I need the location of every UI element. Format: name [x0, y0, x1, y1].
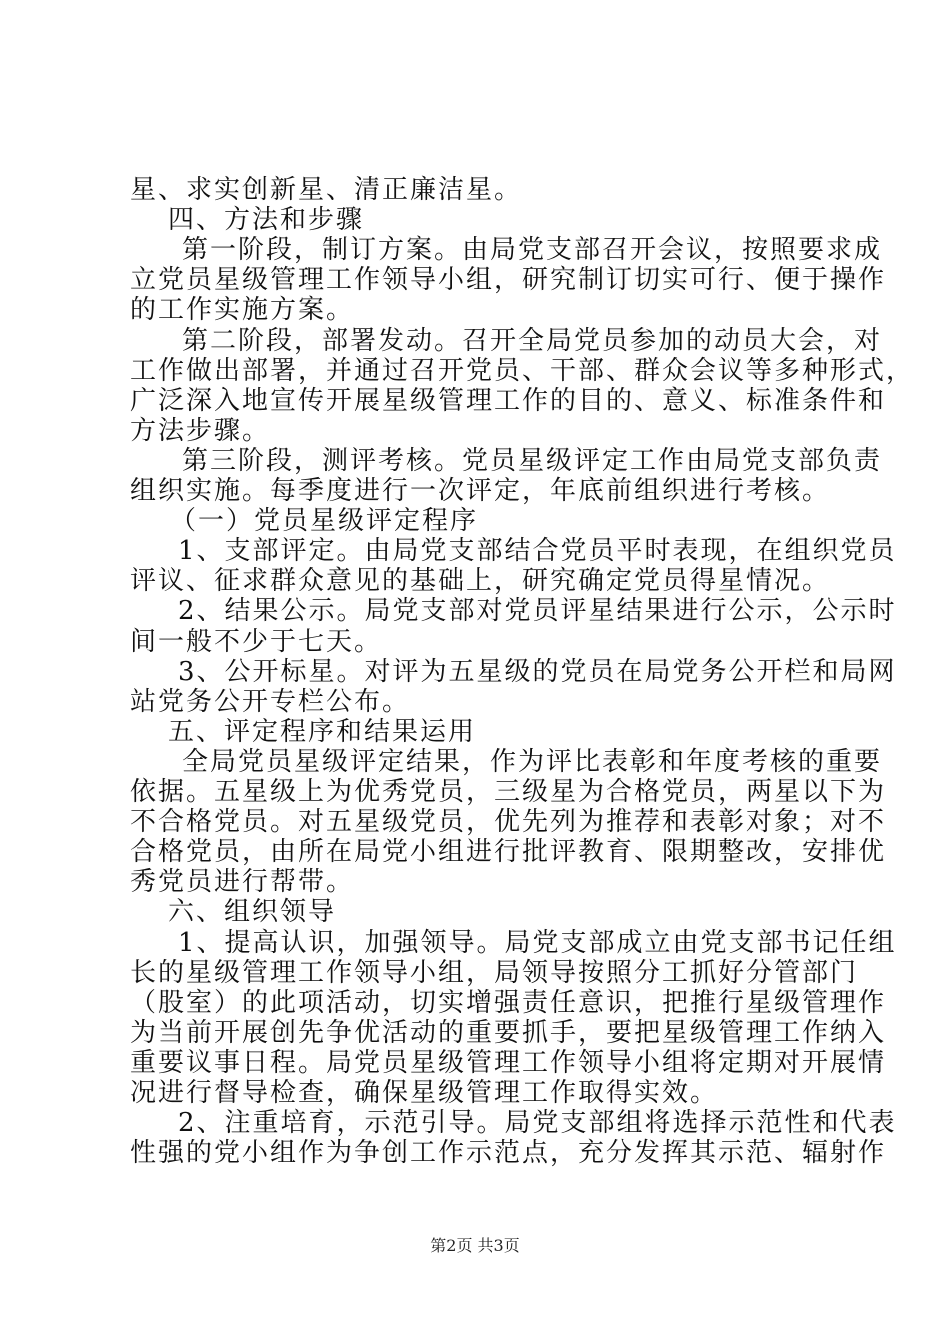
text-line: 不合格党员。对五星级党员，优先列为推荐和表彰对象；对不: [130, 807, 887, 838]
text-line: 2、注重培育，示范引导。局党支部组将选择示范性和代表: [178, 1108, 897, 1139]
text-line: 3、公开标星。对评为五星级的党员在局党务公开栏和局网: [178, 656, 897, 687]
text-line: 重要议事日程。局党员星级管理工作领导小组将定期对开展情: [130, 1047, 887, 1078]
text-line: 依据。五星级上为优秀党员，三级星为合格党员，两星以下为: [130, 777, 887, 807]
text-line: 间一般不少于七天。: [130, 626, 383, 657]
text-line: 工作做出部署，并通过召开党员、干部、群众会议等多种形式，: [130, 355, 915, 386]
text-line: 1、支部评定。由局党支部结合党员平时表现，在组织党员: [178, 536, 897, 567]
section-heading: 六、组织领导: [168, 897, 337, 928]
text-line: 的工作实施方案。: [130, 295, 355, 326]
text-line: 星、求实创新星、清正廉洁星。: [130, 175, 523, 205]
section-heading: 五、评定程序和结果运用: [168, 716, 477, 747]
text-line: 立党员星级管理工作领导小组，研究制订切实可行、便于操作: [130, 265, 887, 296]
text-line: 第二阶段，部署发动。召开全局党员参加的动员大会，对: [182, 325, 883, 356]
subsection-heading: （一）党员星级评定程序: [170, 506, 479, 537]
text-line: 站党务公开专栏公布。: [130, 686, 411, 717]
section-heading: 四、方法和步骤: [168, 205, 365, 236]
text-line: 1、提高认识，加强领导。局党支部成立由党支部书记任组: [178, 927, 897, 958]
text-line: 秀党员进行帮带。: [130, 867, 355, 898]
text-line: 组织实施。每季度进行一次评定，年底前组织进行考核。: [130, 476, 831, 506]
text-line: 2、结果公示。局党支部对党员评星结果进行公示，公示时: [178, 596, 897, 627]
page-footer: 第2页 共3页: [430, 1236, 520, 1255]
text-line: （股室）的此项活动，切实增强责任意识，把推行星级管理作: [130, 987, 887, 1018]
text-line: 长的星级管理工作领导小组，局领导按照分工抓好分管部门: [130, 957, 859, 988]
text-line: 评议、征求群众意见的基础上，研究确定党员得星情况。: [130, 566, 831, 597]
text-line: 全局党员星级评定结果，作为评比表彰和年度考核的重要: [182, 746, 883, 777]
text-line: 方法步骤。: [130, 415, 271, 446]
text-line: 性强的党小组作为争创工作示范点，充分发挥其示范、辐射作: [130, 1138, 887, 1169]
text-line: 第一阶段，制订方案。由局党支部召开会议，按照要求成: [182, 235, 883, 266]
text-line: 广泛深入地宣传开展星级管理工作的目的、意义、标准条件和: [130, 385, 887, 416]
text-line: 合格党员，由所在局党小组进行批评教育、限期整改，安排优: [130, 837, 887, 868]
text-line: 况进行督导检查，确保星级管理工作取得实效。: [130, 1078, 719, 1108]
text-line: 第三阶段，测评考核。党员星级评定工作由局党支部负责: [182, 445, 883, 476]
text-line: 为当前开展创先争优活动的重要抓手，要把星级管理工作纳入: [130, 1017, 887, 1048]
